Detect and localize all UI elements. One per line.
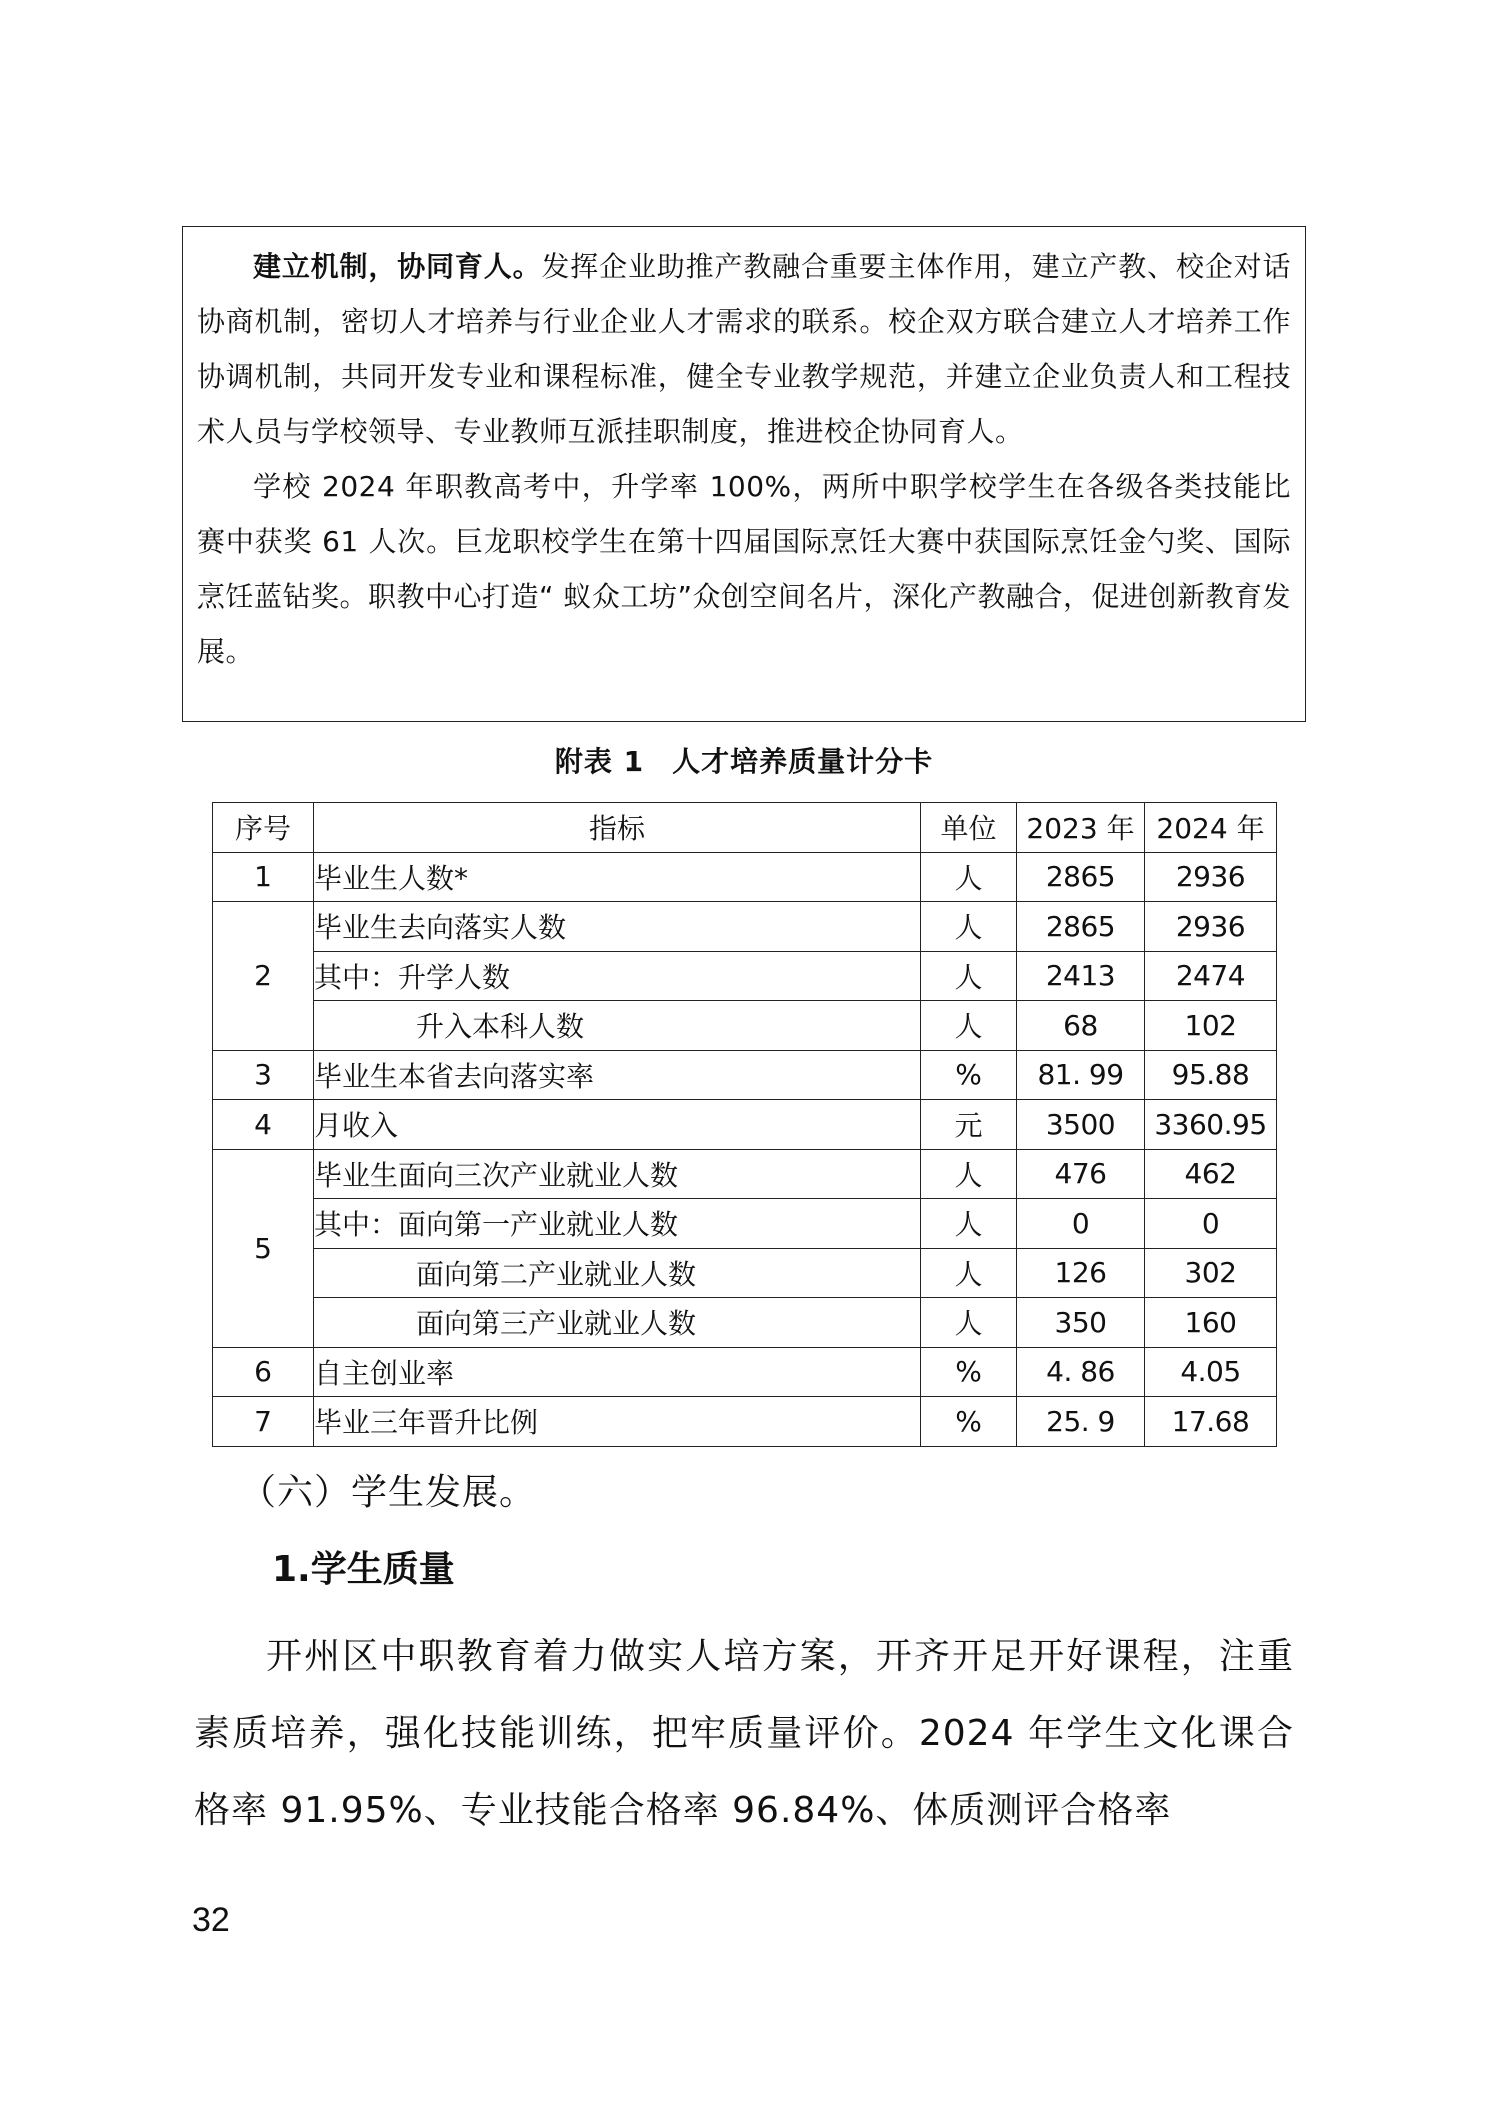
- row-indicator: 面向第二产业就业人数: [314, 1248, 921, 1298]
- row-number: 1: [213, 852, 314, 902]
- row-unit: 人: [921, 1199, 1017, 1249]
- table-row: [213, 1149, 1277, 1199]
- row-value-2024: 2936: [1145, 852, 1277, 902]
- row-unit: 元: [921, 1100, 1017, 1150]
- box-paragraph-2: 学校 2024 年职教高考中，升学率 100%，两所中职学校学生在各级各类技能比赛中获奖 61 人次。巨龙职校学生在第十四届国际烹饪大赛中获国际烹饪金勺奖、国际烹饪蓝钻奖。职教中心打造“ 蚁众工坊”众创空间名片，深化产教融合，促进创新教育发展。: [197, 470, 1291, 668]
- row-value-2024: 102: [1145, 1001, 1277, 1051]
- table-row: [213, 852, 1277, 902]
- row-value-2023: 0: [1017, 1199, 1145, 1249]
- sub-heading: 1.学生质量: [272, 1549, 455, 1590]
- row-unit: %: [921, 1397, 1017, 1447]
- row-indicator: 毕业生人数*: [314, 852, 921, 902]
- row-indicator: 升入本科人数: [314, 1001, 921, 1051]
- page-number: 32: [192, 1901, 230, 1939]
- row-value-2023: 81. 99: [1017, 1050, 1145, 1100]
- section-heading: （六）学生发展。: [240, 1472, 537, 1513]
- row-value-2024: 4.05: [1145, 1347, 1277, 1397]
- row-number: 7: [213, 1397, 314, 1447]
- row-indicator: 毕业三年晋升比例: [314, 1397, 921, 1447]
- row-indicator: 毕业生去向落实人数: [314, 902, 921, 952]
- row-number: 5: [213, 1149, 314, 1347]
- table-row: [213, 1050, 1277, 1100]
- row-indicator: 面向第三产业就业人数: [314, 1298, 921, 1348]
- row-indicator: 自主创业率: [314, 1347, 921, 1397]
- talent-scorecard-table: [212, 802, 1277, 1447]
- table-caption-title: 人才培养质量计分卡: [672, 745, 934, 778]
- row-indicator: 毕业生本省去向落实率: [314, 1050, 921, 1100]
- row-unit: 人: [921, 902, 1017, 952]
- row-value-2023: 3500: [1017, 1100, 1145, 1150]
- row-unit: 人: [921, 1149, 1017, 1199]
- row-indicator: 月收入: [314, 1100, 921, 1150]
- row-unit: %: [921, 1050, 1017, 1100]
- table-row: [213, 1347, 1277, 1397]
- row-value-2023: 2865: [1017, 852, 1145, 902]
- row-unit: 人: [921, 1298, 1017, 1348]
- row-value-2023: 68: [1017, 1001, 1145, 1051]
- box-paragraph-1-lead: 建立机制，协同育人。: [253, 250, 542, 283]
- row-value-2024: 160: [1145, 1298, 1277, 1348]
- table-header-row: [213, 803, 1277, 853]
- row-value-2024: 302: [1145, 1248, 1277, 1298]
- row-indicator: 其中：升学人数: [314, 951, 921, 1001]
- table-row: [213, 1001, 1277, 1051]
- row-value-2024: 17.68: [1145, 1397, 1277, 1447]
- row-unit: 人: [921, 1248, 1017, 1298]
- row-number: 3: [213, 1050, 314, 1100]
- body-paragraph: 开州区中职教育着力做实人培方案，开齐开足开好课程，注重素质培养，强化技能训练，把牢质量评价。2024 年学生文化课合格率 91.95%、专业技能合格率 96.84%、体质测评合格率: [194, 1636, 1294, 1831]
- header-no: 序号: [213, 803, 314, 853]
- box-paragraph-1: [197, 239, 1291, 459]
- header-indicator: 指标: [314, 803, 921, 853]
- row-value-2024: 0: [1145, 1199, 1277, 1249]
- highlight-text-box: [182, 226, 1306, 722]
- row-value-2023: 4. 86: [1017, 1347, 1145, 1397]
- table-caption: [0, 742, 1488, 782]
- row-value-2023: 350: [1017, 1298, 1145, 1348]
- table-row: [213, 1397, 1277, 1447]
- row-number: 6: [213, 1347, 314, 1397]
- row-unit: %: [921, 1347, 1017, 1397]
- table-row: [213, 951, 1277, 1001]
- row-value-2023: 126: [1017, 1248, 1145, 1298]
- row-unit: 人: [921, 1001, 1017, 1051]
- table-row: [213, 1298, 1277, 1348]
- table-row: [213, 902, 1277, 952]
- row-value-2024: 3360.95: [1145, 1100, 1277, 1150]
- row-value-2023: 2865: [1017, 902, 1145, 952]
- table-row: [213, 1248, 1277, 1298]
- table-row: [213, 1100, 1277, 1150]
- box-paragraph-1-body: 发挥企业助推产教融合重要主体作用，建立产教、校企对话协商机制，密切人才培养与行业企业人才需求的联系。校企双方联合建立人才培养工作协调机制，共同开发专业和课程标准，健全专业教学规范，并建立企业负责人和工程技术人员与学校领导、专业教师互派挂职制度，推进校企协同育人。: [197, 250, 1291, 448]
- row-value-2023: 2413: [1017, 951, 1145, 1001]
- header-unit: 单位: [921, 803, 1017, 853]
- row-value-2023: 476: [1017, 1149, 1145, 1199]
- header-2024: 2024 年: [1145, 803, 1277, 853]
- row-value-2024: 95.88: [1145, 1050, 1277, 1100]
- row-indicator: 其中：面向第一产业就业人数: [314, 1199, 921, 1249]
- row-value-2024: 2936: [1145, 902, 1277, 952]
- row-number: 2: [213, 902, 314, 1051]
- row-value-2024: 2474: [1145, 951, 1277, 1001]
- row-unit: 人: [921, 852, 1017, 902]
- row-value-2024: 462: [1145, 1149, 1277, 1199]
- row-indicator: 毕业生面向三次产业就业人数: [314, 1149, 921, 1199]
- row-unit: 人: [921, 951, 1017, 1001]
- header-2023: 2023 年: [1017, 803, 1145, 853]
- row-number: 4: [213, 1100, 314, 1150]
- table-row: [213, 1199, 1277, 1249]
- row-value-2023: 25. 9: [1017, 1397, 1145, 1447]
- table-caption-number: 附表 1: [554, 745, 645, 778]
